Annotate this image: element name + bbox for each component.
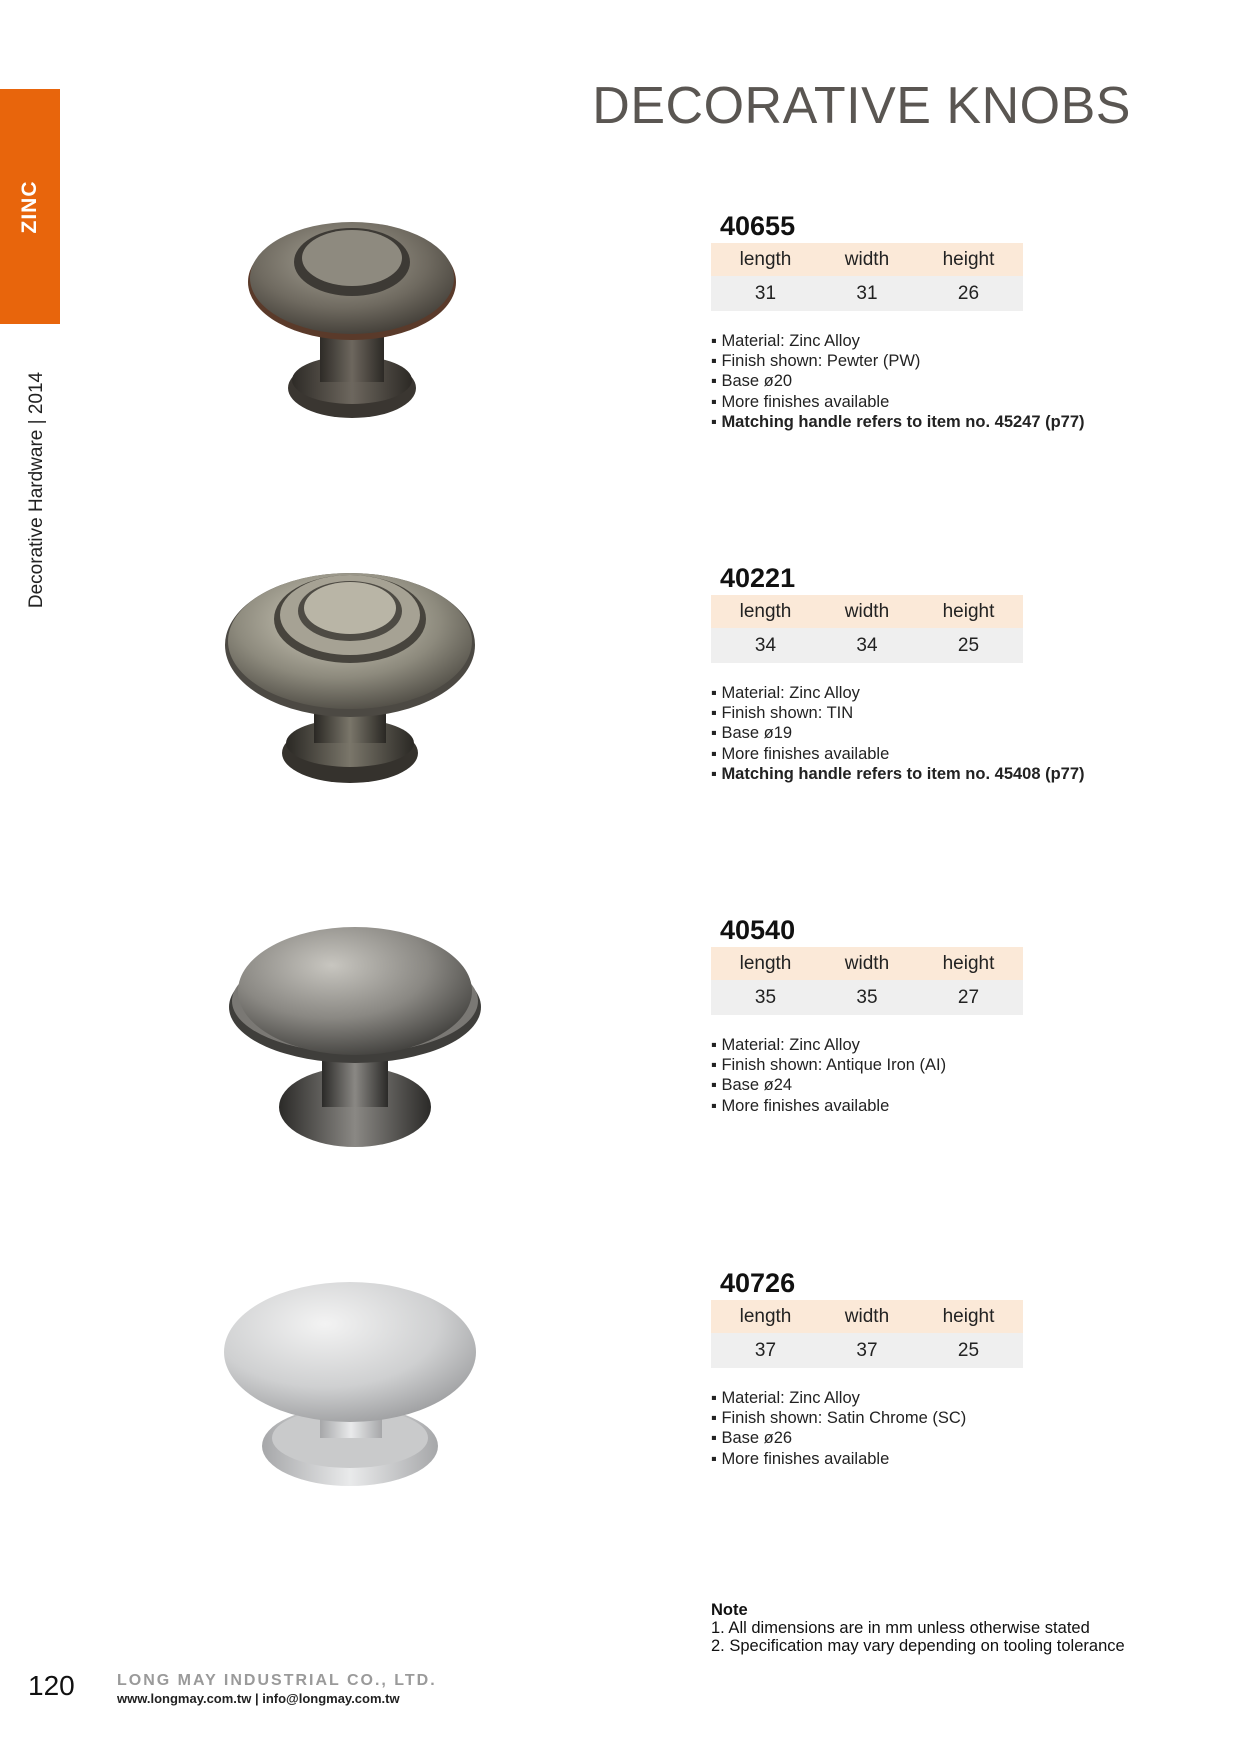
product-40540 — [711, 913, 1111, 1116]
col-height: height — [914, 1300, 1023, 1333]
antique-iron-knob-image — [210, 915, 500, 1165]
satin-chrome-knob-image — [210, 1270, 500, 1520]
col-width: width — [820, 595, 914, 628]
dimension-table — [711, 947, 1023, 1015]
matching-handle-note: ▪ Matching handle refers to item no. 45408 (p77) — [711, 764, 1111, 784]
section-tab — [0, 89, 60, 324]
feature-list — [711, 331, 1111, 432]
dimension-table — [711, 595, 1023, 663]
item-number: 40540 — [720, 915, 796, 945]
col-length: length — [711, 1300, 820, 1333]
feature-item: ▪ Finish shown: Satin Chrome (SC) — [711, 1408, 1111, 1428]
height-value: 27 — [914, 980, 1023, 1015]
feature-item: ▪ More finishes available — [711, 744, 1111, 764]
feature-list — [711, 683, 1111, 784]
width-value: 31 — [820, 276, 914, 311]
note-block — [711, 1601, 1125, 1655]
note-title: Note — [711, 1601, 748, 1619]
note-line: 2. Specification may vary depending on tooling tolerance — [711, 1637, 1125, 1655]
matching-handle-note: ▪ Matching handle refers to item no. 45247 (p77) — [711, 412, 1111, 432]
item-number: 40221 — [720, 563, 796, 593]
width-value: 37 — [820, 1333, 914, 1368]
width-value: 34 — [820, 628, 914, 663]
product-40655 — [711, 209, 1111, 432]
note-line: 1. All dimensions are in mm unless otherwise stated — [711, 1619, 1090, 1637]
product-40221 — [711, 561, 1111, 784]
product-40726 — [711, 1266, 1111, 1469]
col-width: width — [820, 243, 914, 276]
width-value: 35 — [820, 980, 914, 1015]
section-tab-label: ZINC — [18, 180, 41, 233]
feature-item: ▪ Material: Zinc Alloy — [711, 1035, 1111, 1055]
col-height: height — [914, 947, 1023, 980]
feature-item: ▪ Base ø26 — [711, 1428, 1111, 1448]
item-number: 40726 — [720, 1268, 796, 1298]
company-contact: www.longmay.com.tw | info@longmay.com.tw — [117, 1691, 400, 1706]
length-value: 37 — [711, 1333, 820, 1368]
page-title: DECORATIVE KNOBS — [592, 77, 1131, 135]
col-height: height — [914, 243, 1023, 276]
length-value: 35 — [711, 980, 820, 1015]
feature-item: ▪ More finishes available — [711, 392, 1111, 412]
page-number: 120 — [28, 1670, 75, 1701]
feature-list — [711, 1388, 1111, 1469]
feature-item: ▪ Finish shown: TIN — [711, 703, 1111, 723]
height-value: 26 — [914, 276, 1023, 311]
dimension-table — [711, 243, 1023, 311]
company-name: LONG MAY INDUSTRIAL CO., LTD. — [117, 1672, 437, 1689]
col-length: length — [711, 947, 820, 980]
col-length: length — [711, 595, 820, 628]
col-height: height — [914, 595, 1023, 628]
catalog-label: Decorative Hardware | 2014 — [26, 371, 47, 609]
feature-item: ▪ Base ø20 — [711, 371, 1111, 391]
feature-item: ▪ Material: Zinc Alloy — [711, 683, 1111, 703]
height-value: 25 — [914, 1333, 1023, 1368]
col-length: length — [711, 243, 820, 276]
tin-knob-image — [210, 555, 500, 805]
feature-item: ▪ Base ø24 — [711, 1075, 1111, 1095]
length-value: 31 — [711, 276, 820, 311]
item-number: 40655 — [720, 211, 796, 241]
feature-item: ▪ Material: Zinc Alloy — [711, 331, 1111, 351]
pewter-knob-image — [210, 200, 500, 450]
dimension-table — [711, 1300, 1023, 1368]
length-value: 34 — [711, 628, 820, 663]
company-info — [117, 1672, 437, 1706]
col-width: width — [820, 947, 914, 980]
feature-item: ▪ More finishes available — [711, 1096, 1111, 1116]
height-value: 25 — [914, 628, 1023, 663]
feature-item: ▪ More finishes available — [711, 1449, 1111, 1469]
feature-item: ▪ Finish shown: Pewter (PW) — [711, 351, 1111, 371]
feature-item: ▪ Finish shown: Antique Iron (AI) — [711, 1055, 1111, 1075]
col-width: width — [820, 1300, 914, 1333]
feature-list — [711, 1035, 1111, 1116]
feature-item: ▪ Base ø19 — [711, 723, 1111, 743]
feature-item: ▪ Material: Zinc Alloy — [711, 1388, 1111, 1408]
